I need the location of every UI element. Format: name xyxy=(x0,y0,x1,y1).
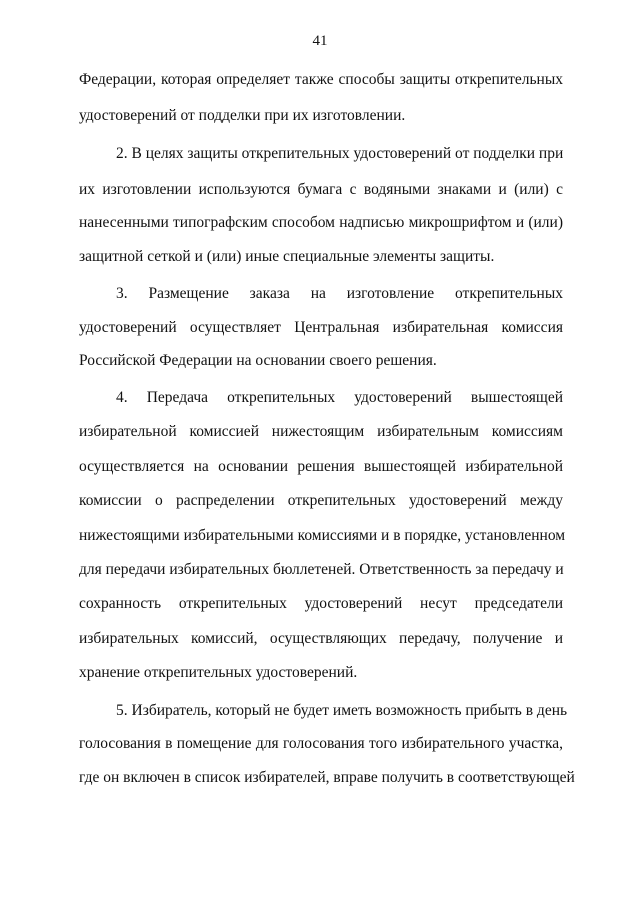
text-line: 2. В целях защиты открепительных удостоверений от подделки при xyxy=(116,145,564,162)
text-line: 4. Передача открепительных удостоверений вышестоящей xyxy=(116,389,563,406)
text-line: комиссии о распределении открепительных удостоверений между xyxy=(79,492,563,509)
text-line: голосования в помещение для голосования того избирательного участка, xyxy=(79,735,563,752)
text-line: Федерации, которая определяет также способы защиты открепительных xyxy=(79,71,563,88)
text-line: Российской Федерации на основании своего решения. xyxy=(79,352,437,369)
text-line: где он включен в список избирателей, вправе получить в соответствующей xyxy=(79,769,575,786)
text-line: нанесенными типографским способом надписью микрошрифтом и (или) xyxy=(79,214,563,231)
text-line: 5. Избиратель, который не будет иметь возможность прибыть в день xyxy=(116,702,568,719)
text-line: хранение открепительных удостоверений. xyxy=(79,664,358,681)
text-line: их изготовлении используются бумага с водяными знаками и (или) с xyxy=(79,181,563,198)
text-line: 3. Размещение заказа на изготовление открепительных xyxy=(116,285,563,302)
text-line: удостоверений от подделки при их изготовлении. xyxy=(79,107,406,124)
text-line: осуществляется на основании решения вышестоящей избирательной xyxy=(79,458,563,475)
text-line: избирательной комиссией нижестоящим избирательным комиссиям xyxy=(79,423,563,440)
text-line: удостоверений осуществляет Центральная избирательная комиссия xyxy=(79,319,563,336)
text-line: защитной сеткой и (или) иные специальные элементы защиты. xyxy=(79,248,495,265)
page-number: 41 xyxy=(312,33,328,49)
text-line: для передачи избирательных бюллетеней. Ответственность за передачу и xyxy=(79,561,564,578)
text-line: сохранность открепительных удостоверений несут председатели xyxy=(79,595,563,612)
text-line: нижестоящими избирательными комиссиями и в порядке, установленном xyxy=(79,527,566,544)
text-line: избирательных комиссий, осуществляющих передачу, получение и xyxy=(79,630,563,647)
